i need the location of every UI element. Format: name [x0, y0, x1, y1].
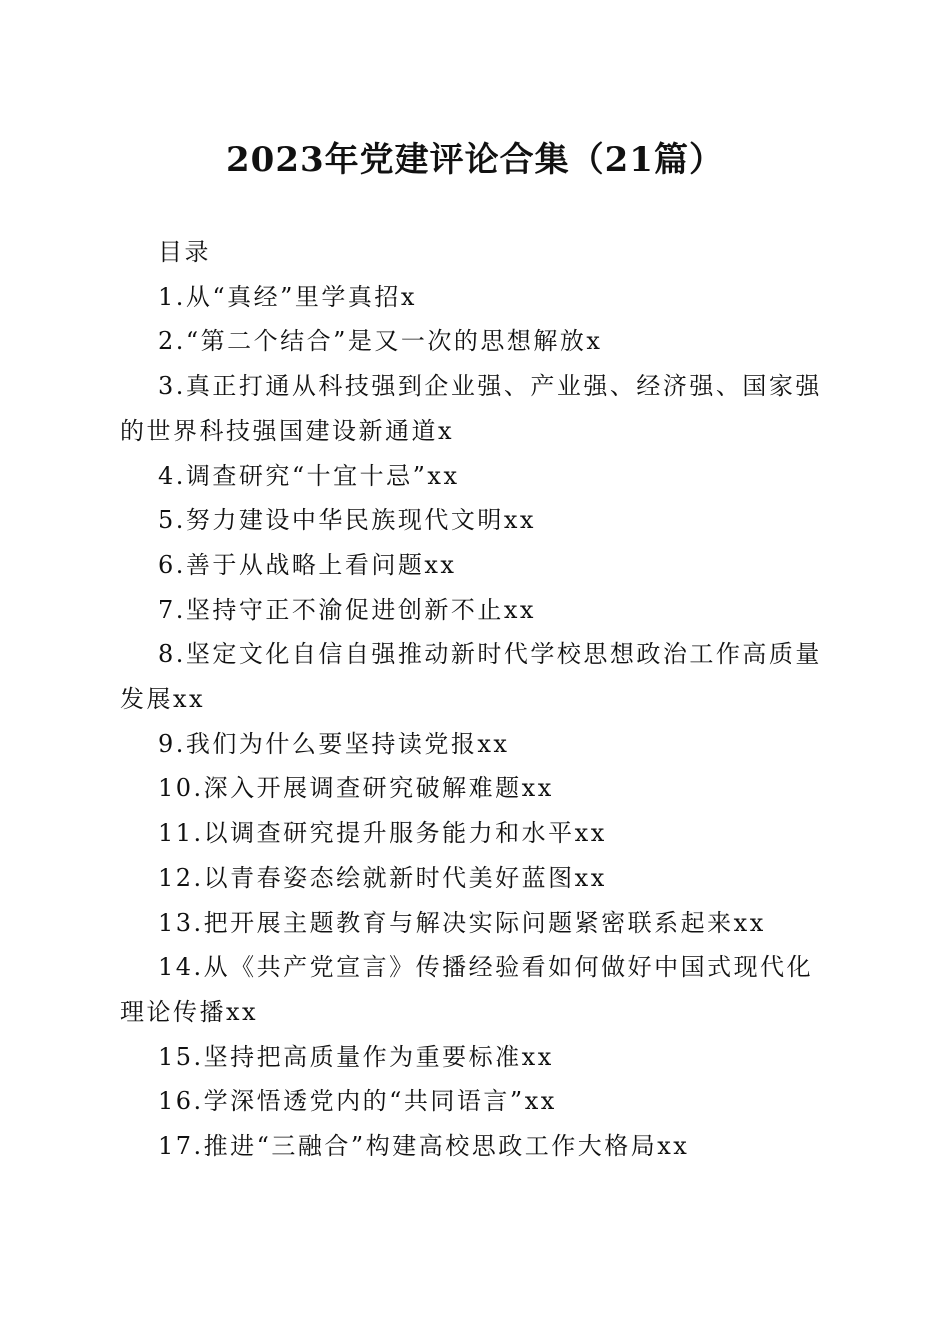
toc-entry: 12.以青春姿态绘就新时代美好蓝图xx — [158, 863, 607, 892]
table-of-contents — [120, 230, 830, 1169]
toc-entry: 16.学深悟透党内的“共同语言”xx — [158, 1087, 557, 1116]
toc-heading: 目录 — [158, 238, 211, 266]
toc-entry: 10.深入开展调查研究破解难题xx — [158, 774, 554, 803]
toc-entry: 1.从“真经”里学真招x — [158, 282, 417, 311]
toc-entry: 4.调查研究“十宜十忌”xx — [158, 461, 460, 490]
toc-entry: 6.善于从战略上看问题xx — [158, 550, 457, 579]
document-title: 2023年党建评论合集（21篇） — [226, 140, 724, 180]
toc-entry: 8.坚定文化自信自强推动新时代学校思想政治工作高质量发展xx — [120, 640, 822, 714]
toc-entry: 9.我们为什么要坚持读党报xx — [158, 729, 510, 758]
toc-entry: 15.坚持把高质量作为重要标准xx — [158, 1042, 554, 1071]
toc-entry: 2.“第二个结合”是又一次的思想解放x — [158, 327, 603, 356]
toc-entry: 17.推进“三融合”构建高校思政工作大格局xx — [158, 1132, 690, 1161]
toc-entry: 11.以调查研究提升服务能力和水平xx — [158, 819, 607, 848]
toc-entry: 3.真正打通从科技强到企业强、产业强、经济强、国家强的世界科技强国建设新通道x — [120, 372, 822, 445]
toc-entry: 7.坚持守正不渝促进创新不止xx — [158, 595, 536, 624]
toc-entry: 5.努力建设中华民族现代文明xx — [158, 506, 536, 535]
toc-entry: 13.把开展主题教育与解决实际问题紧密联系起来xx — [158, 908, 766, 937]
toc-entry: 14.从《共产党宣言》传播经验看如何做好中国式现代化理论传播xx — [120, 953, 814, 1026]
